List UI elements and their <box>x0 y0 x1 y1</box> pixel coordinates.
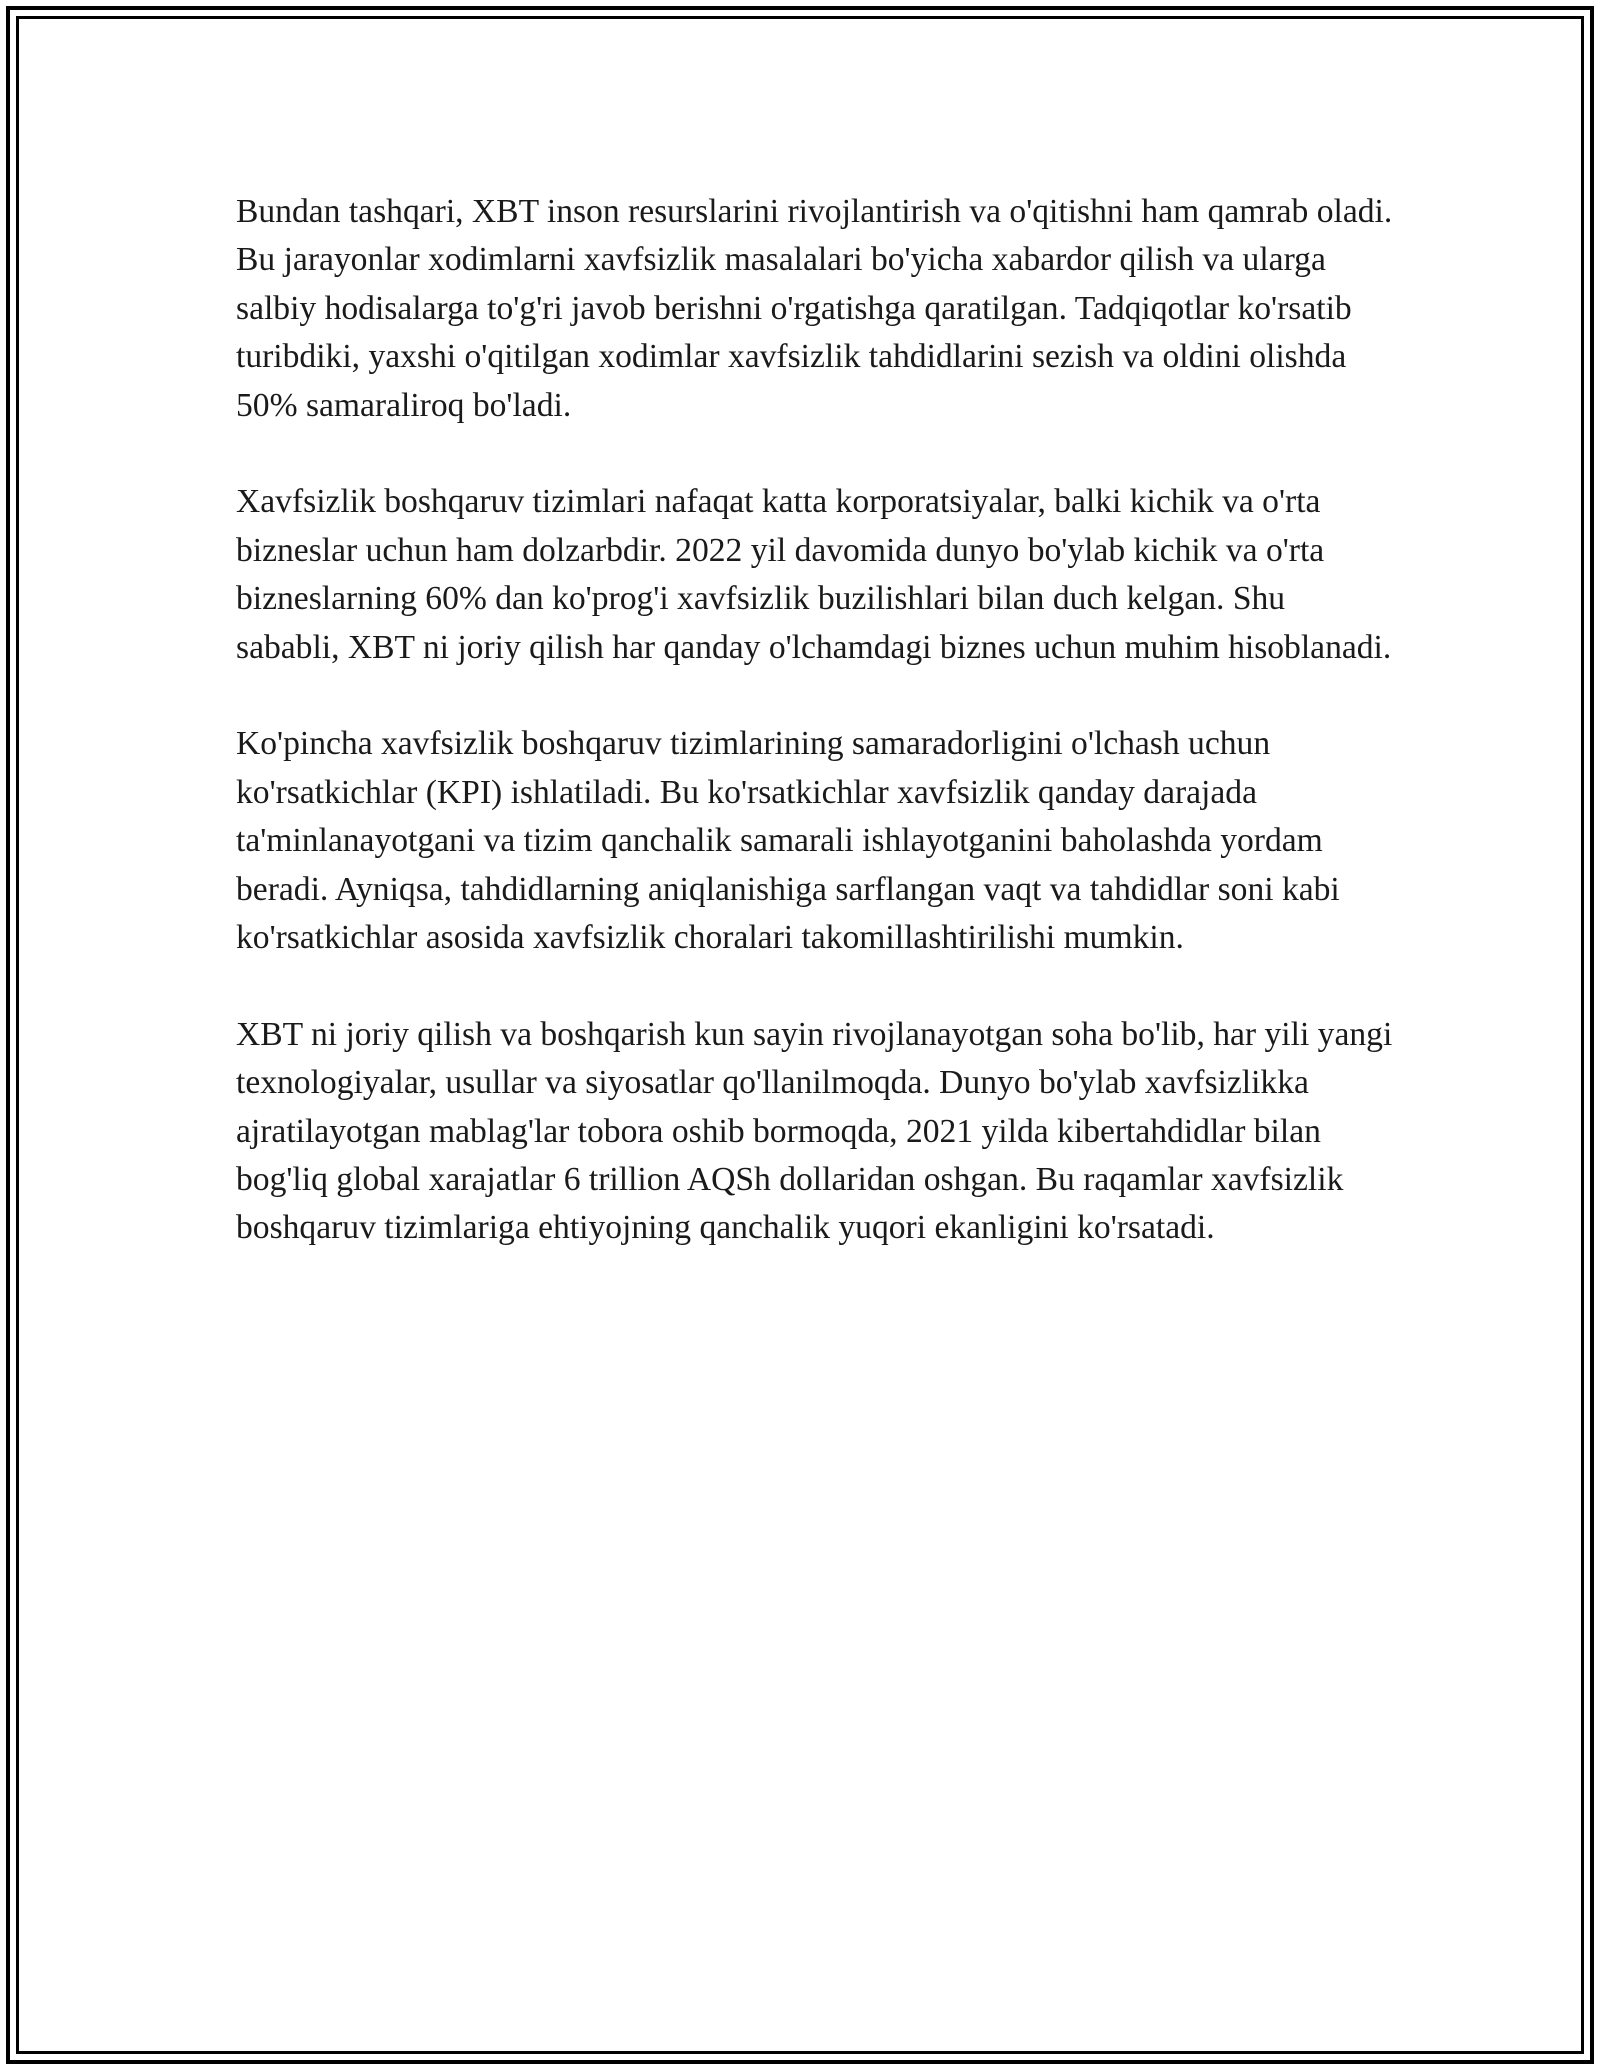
paragraph-1: Bundan tashqari, XBT inson resurslarini rivojlantirish va o'qitishni ham qamrab oladi. Bu jarayonlar xodimlarni xavfsizlik masalalari bo'yicha xabardor qilish va ularga salbiy hodisalarga to'g'ri javob berishni o'rgatishga qaratilgan. Tadqiqotlar ko'rsatib turibdiki, yaxshi o'qitilgan xodimlar xavfsizlik tahdidlarini sezish va oldini olishda 50% samaraliroq bo'ladi. <box>236 193 1393 424</box>
paragraph-2: Xavfsizlik boshqaruv tizimlari nafaqat katta korporatsiyalar, balki kichik va o'rta bizneslar uchun ham dolzarbdir. 2022 yil davomida dunyo bo'ylab kichik va o'rta bizneslarning 60% dan ko'prog'i xavfsizlik buzilishlari bilan duch kelgan. Shu sababli, XBT ni joriy qilish har qanday o'lchamdagi biznes uchun muhim hisoblanadi. <box>236 483 1392 666</box>
paragraph-4: XBT ni joriy qilish va boshqarish kun sayin rivojlanayotgan soha bo'lib, har yili yangi texnologiyalar, usullar va siyosatlar qo'llanilmoqda. Dunyo bo'ylab xavfsizlikka ajratilayotgan mablag'lar tobora oshib bormoqda, 2021 yilda kibertahdidlar bilan bog'liq global xarajatlar 6 trillion AQSh dollaridan oshgan. Bu raqamlar xavfsizlik boshqaruv tizimlariga ehtiyojning qanchalik yuqori ekanligini ko'rsatadi. <box>236 1015 1393 1247</box>
paragraph-3: Ko'pincha xavfsizlik boshqaruv tizimlarining samaradorligini o'lchash uchun ko'rsatkichlar (KPI) ishlatiladi. Bu ko'rsatkichlar xavfsizlik qanday darajada ta'minlanayotgani va tizim qanchalik samarali ishlayotganini baholashda yordam beradi. Ayniqsa, tahdidlarning aniqlanishiga sarflangan vaqt va tahdidlar soni kabi ko'rsatkichlar asosida xavfsizlik choralari takomillashtirilishi mumkin. <box>236 725 1340 957</box>
document-body <box>236 188 1396 1301</box>
